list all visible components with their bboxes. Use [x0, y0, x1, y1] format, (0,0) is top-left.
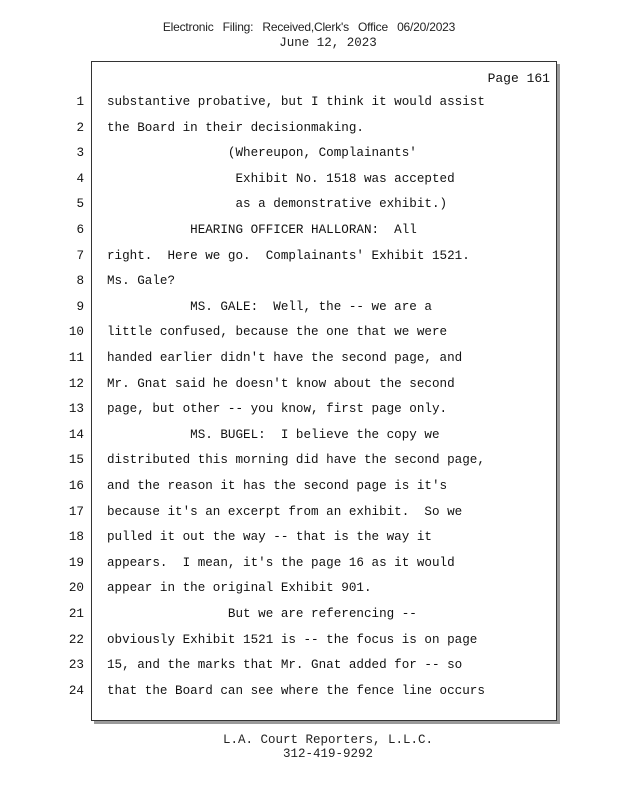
transcript-line	[0, 450, 618, 470]
transcript-line	[0, 143, 618, 163]
line-text: pulled it out the way -- that is the way it	[107, 530, 432, 545]
line-text: 15, and the marks that Mr. Gnat added for -- so	[107, 658, 463, 673]
line-number: 23	[68, 658, 84, 673]
line-text: appears. I mean, it's the page 16 as it would	[107, 555, 455, 570]
line-number: 6	[76, 223, 84, 237]
line-text: Mr. Gnat said he doesn't know about the second	[107, 376, 455, 391]
transcript-line	[0, 630, 618, 650]
line-text: that the Board can see where the fence line occurs	[107, 683, 485, 698]
transcript-line	[0, 527, 618, 547]
line-number: 20	[68, 581, 84, 596]
line-number: 1	[76, 95, 84, 109]
filing-stamp: Electronic Filing: Received,Clerk's Office 06/20/2023	[162, 20, 456, 34]
transcript-line	[0, 425, 618, 445]
transcript-line	[0, 92, 618, 112]
line-number: 9	[76, 299, 84, 314]
line-text: distributed this morning did have the second page,	[107, 453, 485, 468]
line-text: and the reason it has the second page is it's	[107, 479, 448, 493]
line-text: as a demonstrative exhibit.)	[107, 197, 448, 212]
transcript-line	[0, 604, 618, 624]
transcript-line	[0, 681, 618, 701]
transcript-line	[0, 374, 618, 394]
line-text: little confused, because the one that we were	[107, 325, 448, 340]
line-text: But we are referencing --	[107, 607, 417, 621]
transcript-line	[0, 271, 618, 291]
page-number: Page 161	[487, 71, 550, 86]
transcript-line	[0, 502, 618, 522]
line-number: 18	[68, 530, 84, 545]
line-text: substantive probative, but I think it would assist	[107, 95, 485, 109]
line-number: 15	[68, 453, 84, 468]
transcript-line	[0, 220, 618, 240]
line-text: page, but other -- you know, first page only.	[107, 402, 448, 417]
line-text: right. Here we go. Complainants' Exhibit 1521.	[107, 248, 470, 263]
line-text: because it's an excerpt from an exhibit. So we	[107, 504, 463, 519]
line-number: 5	[76, 197, 84, 212]
line-number: 4	[76, 171, 84, 186]
transcript-line	[0, 348, 618, 368]
reporter-company: L.A. Court Reporters, L.L.C.	[222, 733, 434, 747]
transcript-line	[0, 246, 618, 266]
line-number: 3	[76, 146, 84, 161]
line-number: 17	[68, 504, 84, 519]
transcript-line	[0, 118, 618, 138]
line-number: 7	[76, 248, 84, 263]
reporter-phone: 312-419-9292	[282, 747, 373, 761]
line-number: 11	[68, 351, 84, 365]
line-number: 10	[68, 325, 84, 340]
transcript-line	[0, 553, 618, 573]
line-number: 24	[68, 683, 84, 698]
transcript-line	[0, 297, 618, 317]
line-number: 16	[68, 479, 84, 493]
transcript-date: June 12, 2023	[279, 36, 377, 50]
line-text: MS. BUGEL: I believe the copy we	[107, 427, 440, 442]
line-text: the Board in their decisionmaking.	[107, 120, 364, 135]
line-number: 12	[68, 376, 84, 391]
line-text: MS. GALE: Well, the -- we are a	[107, 299, 432, 314]
line-number: 8	[76, 274, 84, 289]
line-text: obviously Exhibit 1521 is -- the focus is on page	[107, 632, 478, 647]
line-text: appear in the original Exhibit 901.	[107, 581, 372, 596]
line-number: 19	[68, 555, 84, 570]
transcript-line	[0, 476, 618, 496]
line-number: 13	[68, 402, 84, 417]
line-number: 21	[68, 607, 84, 621]
line-text: Exhibit No. 1518 was accepted	[107, 171, 455, 186]
line-text: Ms. Gale?	[107, 274, 176, 289]
line-text: (Whereupon, Complainants'	[107, 146, 417, 161]
line-number: 14	[68, 427, 84, 442]
line-text: HEARING OFFICER HALLORAN: All	[107, 223, 417, 237]
line-number: 2	[76, 120, 84, 135]
transcript-line	[0, 399, 618, 419]
footer	[0, 733, 618, 761]
transcript-line	[0, 194, 618, 214]
transcript-line	[0, 322, 618, 342]
transcript-line	[0, 169, 618, 189]
transcript-line	[0, 655, 618, 675]
line-text: handed earlier didn't have the second page, and	[107, 351, 463, 365]
transcript-line	[0, 578, 618, 598]
line-number: 22	[68, 632, 84, 647]
